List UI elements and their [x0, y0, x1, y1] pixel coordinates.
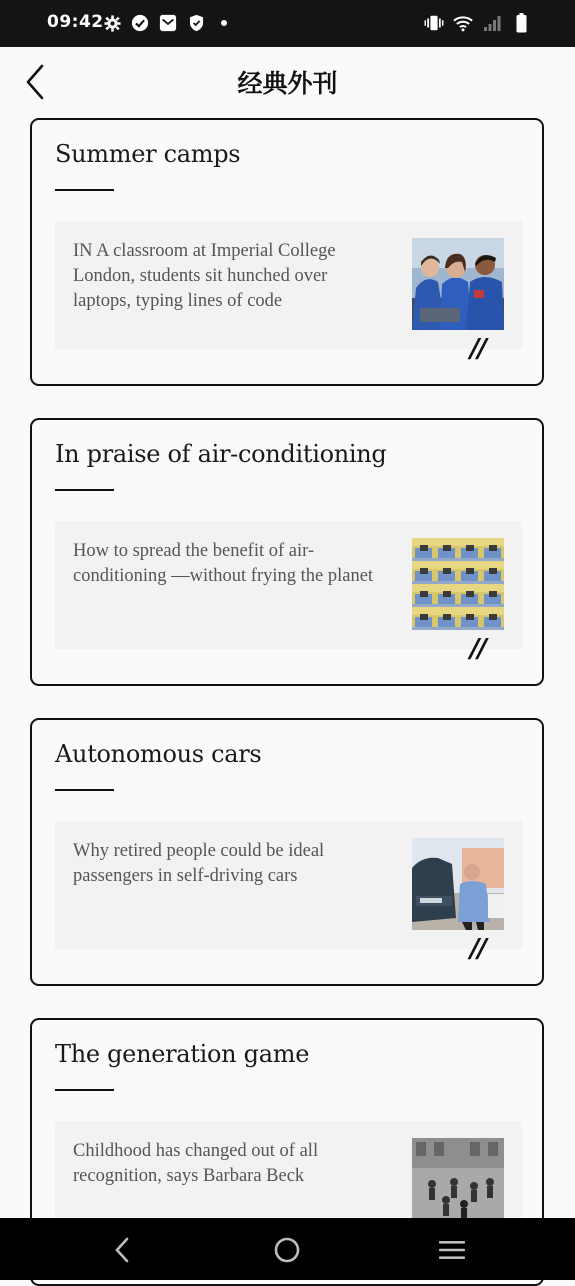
settings-icon [102, 13, 122, 33]
vibrate-icon [424, 13, 444, 33]
app-header [0, 47, 575, 119]
check-circle-icon [130, 13, 150, 33]
title-underline [55, 789, 114, 791]
article-thumbnail [412, 538, 504, 630]
quote-mark: // [470, 634, 485, 664]
notification-icons [102, 13, 234, 33]
article-thumbnail [412, 838, 504, 930]
article-card[interactable] [30, 718, 544, 986]
article-summary-box [55, 521, 522, 649]
article-thumbnail [412, 238, 504, 330]
mail-icon [158, 13, 178, 33]
article-title: In praise of air-conditioning [55, 440, 387, 468]
status-bar [0, 0, 575, 47]
article-title: The generation game [55, 1040, 310, 1068]
wifi-icon [453, 13, 473, 33]
status-time: 09:42 [47, 12, 104, 32]
menu-lines-icon [437, 1236, 467, 1264]
article-summary-box [55, 821, 522, 949]
article-summary: IN A classroom at Imperial College London, students sit hunched over laptops, typing lines of code [73, 241, 336, 311]
article-title: Summer camps [55, 140, 241, 168]
quote-mark: // [470, 334, 485, 364]
signal-icon [482, 13, 502, 33]
article-list[interactable] [0, 117, 575, 1218]
navigation-bar [0, 1218, 575, 1280]
home-circle-icon [272, 1236, 302, 1264]
article-summary: Childhood has changed out of all recognition, says Barbara Beck [73, 1141, 319, 1186]
quote-mark: // [470, 934, 485, 964]
dot-icon [214, 13, 234, 33]
nav-back-button[interactable] [107, 1236, 137, 1264]
back-triangle-icon [107, 1236, 137, 1264]
article-summary: How to spread the benefit of air-conditioning —without frying the planet [73, 541, 374, 586]
title-underline [55, 1089, 114, 1091]
battery-icon [511, 13, 531, 33]
nav-menu-button[interactable] [437, 1236, 467, 1264]
page-title: 经典外刊 [237, 69, 338, 98]
article-thumbnail [412, 1138, 504, 1230]
shield-icon [186, 13, 206, 33]
title-underline [55, 189, 114, 191]
article-summary-box [55, 221, 522, 349]
nav-home-button[interactable] [272, 1236, 302, 1264]
article-title: Autonomous cars [55, 740, 262, 768]
article-card[interactable] [30, 118, 544, 386]
system-icons [424, 13, 531, 33]
article-summary: Why retired people could be ideal passengers in self-driving cars [73, 841, 325, 886]
article-card[interactable] [30, 418, 544, 686]
title-underline [55, 489, 114, 491]
